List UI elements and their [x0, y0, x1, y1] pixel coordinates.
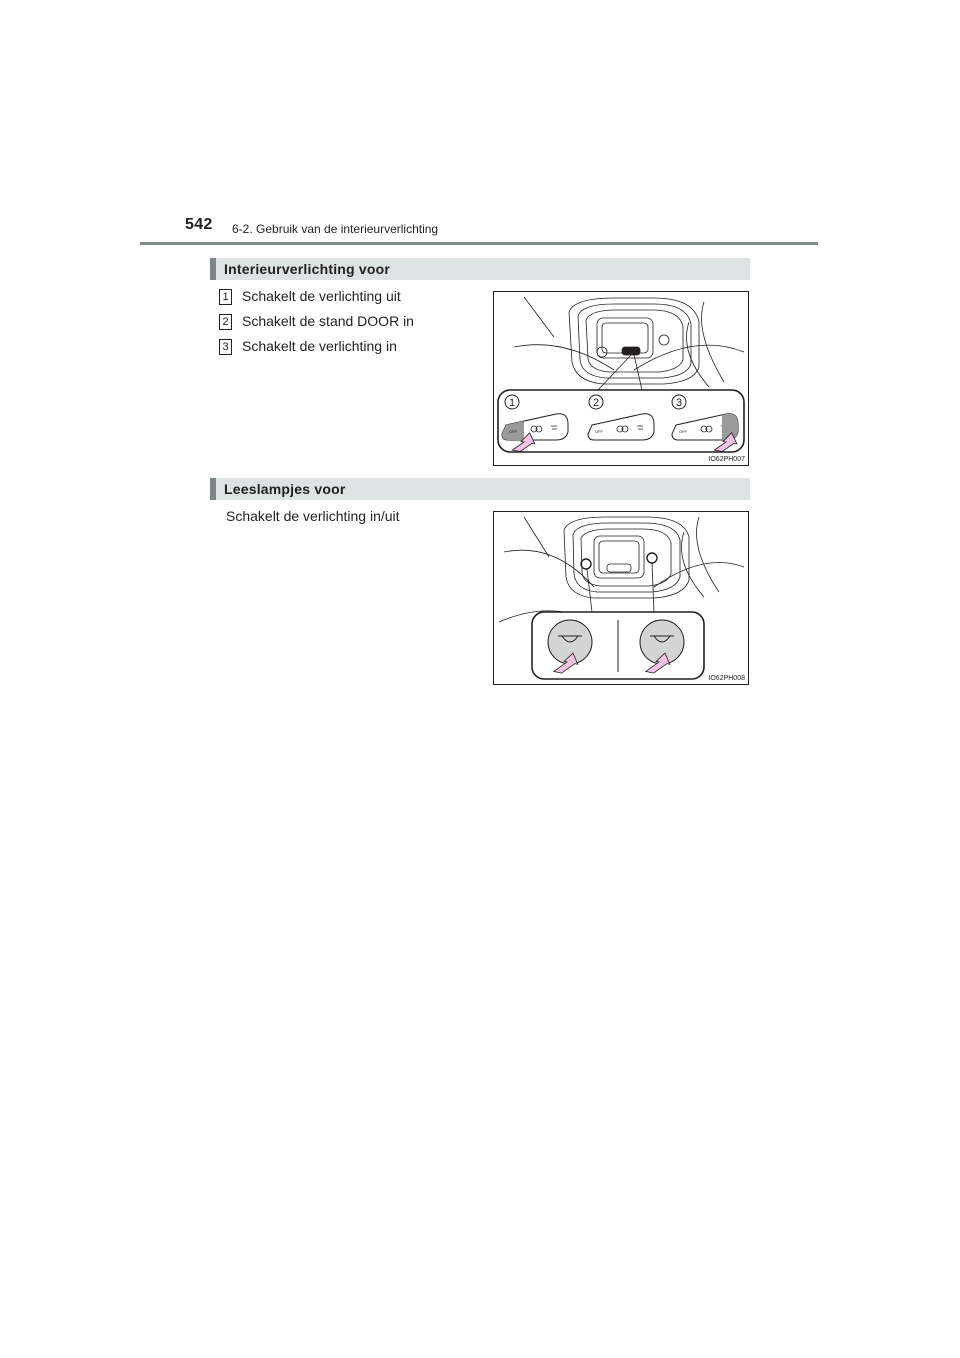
section-heading-front-reading-lights: [210, 478, 750, 500]
figure-interior-light-switch: [493, 291, 749, 466]
section-title: Leeslampjes voor: [224, 481, 346, 497]
callout-number-1: 1: [508, 397, 516, 409]
section-heading-front-interior-light: [210, 258, 750, 280]
chapter-title: 6-2. Gebruik van de interieurverlichting: [232, 222, 439, 236]
item-number: 2: [219, 314, 232, 330]
item-number: 1: [219, 289, 232, 305]
callout-number-2: 2: [592, 397, 600, 409]
switch-off-label: OFF: [679, 429, 687, 434]
item-text: Schakelt de verlichting uit: [242, 288, 401, 304]
page-number: 542: [185, 216, 213, 233]
switch-off-label: OFF: [509, 429, 517, 434]
figure-code: IO62PH008: [708, 675, 745, 682]
callout-number-3: 3: [675, 397, 683, 409]
figure-reading-lights: [493, 511, 749, 685]
section-description: Schakelt de verlichting in/uit: [226, 508, 400, 524]
reading-lights-illustration: [494, 512, 748, 684]
figure-code: IO62PH007: [708, 456, 745, 463]
section-title: Interieurverlichting voor: [224, 261, 391, 277]
list-item: [219, 288, 401, 305]
item-text: Schakelt de stand DOOR in: [242, 313, 414, 329]
item-text: Schakelt de verlichting in: [242, 338, 397, 354]
interior-light-illustration: [494, 292, 748, 465]
list-item: [219, 313, 414, 330]
header-rule: [140, 242, 818, 245]
switch-off-label: OFF: [595, 429, 603, 434]
item-number: 3: [219, 339, 232, 355]
list-item: [219, 338, 397, 355]
